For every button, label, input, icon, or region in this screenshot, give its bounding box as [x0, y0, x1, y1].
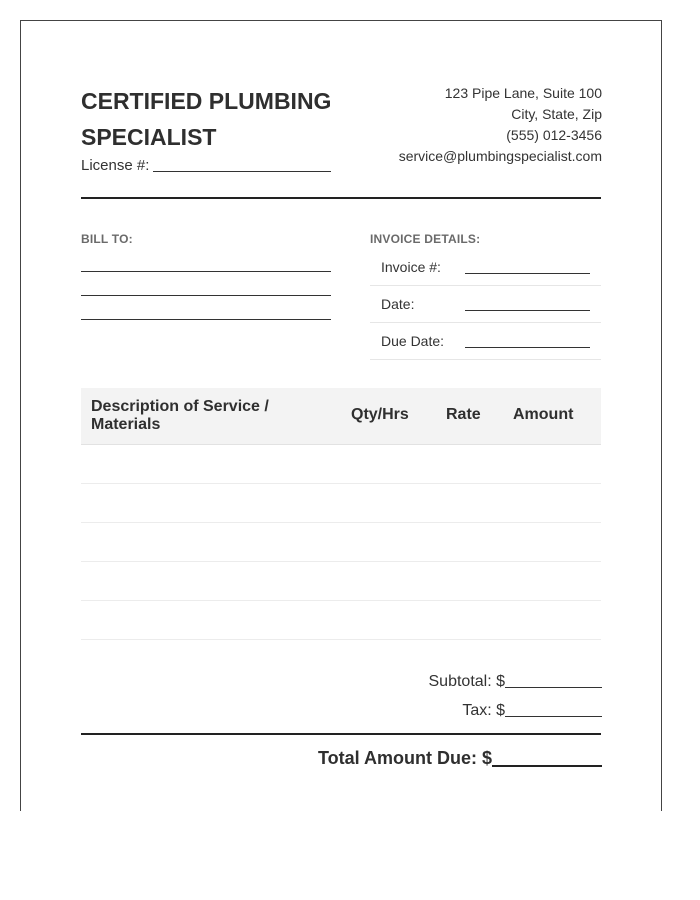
tax-blank[interactable] — [505, 716, 602, 717]
table-row[interactable] — [81, 562, 601, 601]
column-rate: Rate — [446, 406, 481, 423]
total-due-blank[interactable] — [492, 765, 602, 767]
invoice-sheet — [20, 20, 662, 811]
contact-city-line: City, State, Zip — [511, 106, 602, 122]
invoice-due-date-row — [370, 323, 601, 360]
subtotal-line — [429, 673, 603, 691]
invoice-date-label: Date: — [381, 296, 415, 312]
contact-block — [399, 83, 602, 167]
subtotal-label: Subtotal: $ — [428, 673, 505, 690]
total-due-label: Total Amount Due: $ — [318, 748, 492, 768]
license-field — [81, 157, 331, 174]
items-table-header — [81, 388, 601, 445]
table-row[interactable] — [81, 601, 601, 640]
tax-line — [462, 702, 602, 720]
column-amount: Amount — [513, 406, 574, 423]
invoice-date-row — [370, 286, 601, 323]
bill-to-label: BILL TO: — [81, 232, 133, 246]
company-name: CERTIFIED PLUMBING SPECIALIST — [81, 88, 332, 150]
column-description: Description of Service / Materials — [91, 398, 269, 433]
header-divider — [81, 197, 601, 199]
invoice-due-date-label: Due Date: — [381, 333, 445, 349]
invoice-number-row — [370, 249, 601, 286]
column-qty-hrs: Qty/Hrs — [351, 406, 409, 423]
subtotal-blank[interactable] — [505, 687, 602, 688]
license-label: License #: — [81, 157, 150, 174]
total-due-line — [318, 748, 602, 769]
bill-to-line[interactable] — [81, 271, 331, 272]
contact-phone: (555) 012-3456 — [506, 127, 602, 143]
invoice-due-date-blank[interactable] — [465, 347, 590, 348]
contact-address: 123 Pipe Lane, Suite 100 — [444, 85, 602, 101]
bill-to-line[interactable] — [81, 319, 331, 320]
invoice-date-blank[interactable] — [465, 310, 590, 311]
totals-divider — [81, 733, 601, 735]
table-row[interactable] — [81, 445, 601, 484]
license-blank[interactable] — [153, 171, 331, 172]
table-row[interactable] — [81, 523, 601, 562]
invoice-details-label: INVOICE DETAILS: — [370, 232, 481, 246]
invoice-details-table — [370, 249, 601, 360]
invoice-number-label: Invoice #: — [381, 259, 441, 275]
bill-to-line[interactable] — [81, 295, 331, 296]
contact-email: service@plumbingspecialist.com — [398, 148, 602, 164]
tax-label: Tax: $ — [462, 702, 505, 719]
invoice-number-blank[interactable] — [465, 273, 590, 274]
table-row[interactable] — [81, 484, 601, 523]
